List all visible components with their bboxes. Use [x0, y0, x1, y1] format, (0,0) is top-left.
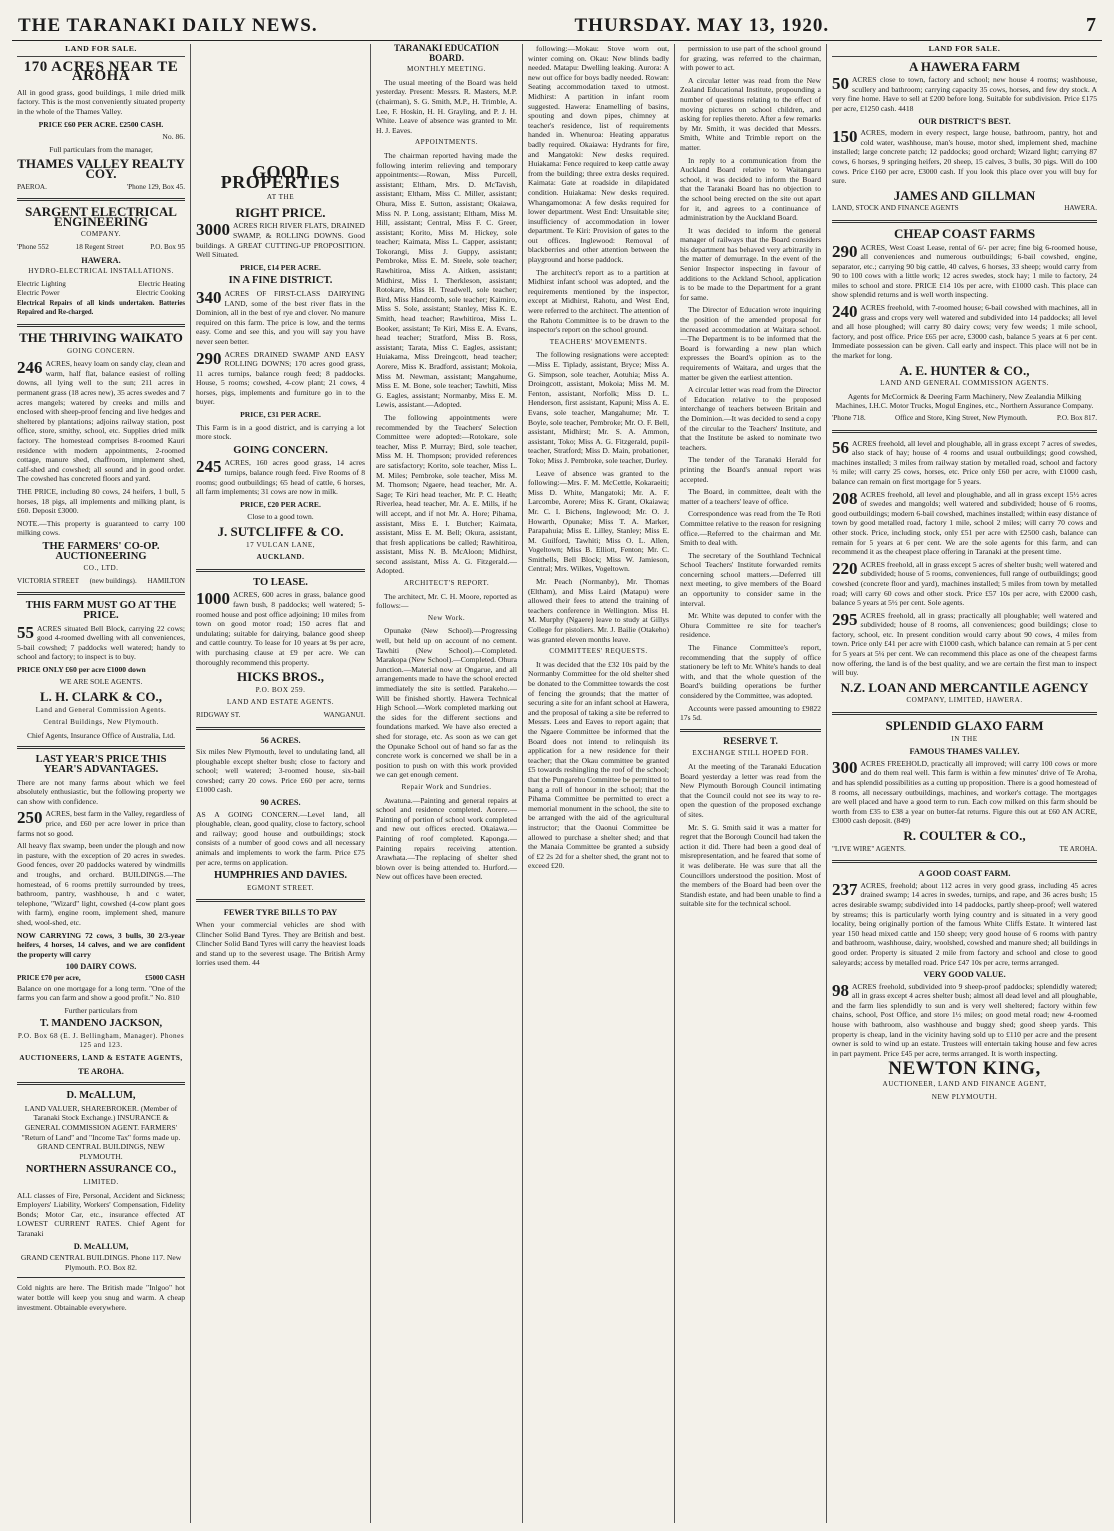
agent-contact [832, 845, 1097, 855]
agent-town: HAWERA. [1064, 204, 1097, 213]
agent-contact [832, 414, 1097, 424]
masthead [12, 14, 1102, 41]
ad-heading: TO LEASE. [253, 576, 308, 588]
article-headline: RESERVE T. [723, 736, 778, 747]
agent-phone: 'Phone 129, Box 45. [126, 182, 185, 191]
article-paragraph: Awatuna.—Painting and general repairs at school and residence completed. Aorere.—Painting of portion of school work completed and new out offices erected. Okaiawa.—Painting of roof completed. Kaponga.—Painting repairs receiving attention. Arawhata.—The replacing of shelter shed blown over is being attended to. Hurford.—New out offices have been erected. [376, 795, 517, 882]
article-paragraph: The secretary of the Southland Technical School Teachers' Institute forwarded remits concerning school matters.—Deferred till next meeting, to give members of the Board an opportunity to consider same in the interval. [680, 550, 821, 608]
ad-cash: £5000 CASH [145, 973, 185, 982]
agent-address: Office and Store, King Street, New Plymouth. [894, 414, 1028, 422]
ad-body: ACRES freehold, with 7-roomed house; 6-bail cowshed with machines, all in grass and crops very well watered and subdivided into 14 paddocks; all level and all hose ploughed; will carry 80 dairy cows; very few weeds; 1 mile school, factory, and post office. Price £65 per acre, £3000 cash, balance 5 years at 6 per cent. Immediate possession can be given. Call early and inspect. This place will not be in the market for long. [832, 303, 1097, 361]
agent-name: L. H. CLARK & CO., [39, 689, 163, 705]
ad-price: PRICE £60 PER ACRE. £2500 CASH. [38, 119, 164, 129]
ad-body: ACRES, freehold; about 112 acres in very good grass, including 45 acres drained swamp; 14 acres in swedes, turnips, and rape, and 36 acres bush; 15 acres desirable swamp; subdivided into 14 paddocks, partly sheep-proof; well watered by streams; this is particularly worth lying country and is situated in a very good locality, being originally portion of the famous White Cliffs Estate. It wintered last year 150 head mixed cattle and 150 sheep; very good house of 6 rooms with pantry and bathroom, washhouse, dairy, woolshed, cowshed and manure shed; all buildings in good order. Property is situated 2 mile from factory and school and close to good saleyards; access by metalled road. Price £47 10s per acre, terms arranged. [832, 880, 1097, 967]
column-4 [522, 44, 674, 1523]
ad-body: ACRES, 600 acres in grass, balance good fawn bush, 8 paddocks; well watered; 5-roomed house and post office adjoining; 10 miles from town on good motor road; 150 acres flat and undulating; suitable for dairying, balance good sheep and cattle country. To lease for 10 years at 9s per acre, with purchasing clause at £9 per acre. We can thoroughly recommend this property. [196, 590, 365, 667]
agent-subtitle: CO., LTD. [83, 564, 119, 573]
agent-phone: 'Phone 718. [832, 414, 866, 422]
ad-footer: Further particulars from [64, 1005, 138, 1015]
ad-price: PRICE ONLY £60 per acre £1000 down [17, 664, 146, 674]
agent-address: P.O. Box 68 (E. J. Bellingham, Manager). Phones 125 and 123. [17, 1031, 185, 1050]
ad-heading: GOING CONCERN. [233, 444, 328, 456]
ad-body: All in good grass, good buildings, 1 mile dried milk factory. This is the most conveniently situated property in the whole of the Thames Valley. [17, 87, 185, 116]
article-paragraph: A circular letter was read from the Director of Education relative to the proposed interchange of teachers between Britain and the Dominion.—It was decided to send a copy of the circular to the Teachers' Institute, and that the Institute be asked to nominate two teachers. [680, 385, 821, 452]
article-paragraph: The architect's report as to a partition at Midhirst infant school was adopted, and the requirements mentioned by the inspector, except at Midhirst, Rahotu, and West End, were referred to the architect. The attention of the Rahotu Committee is to be drawn to the inspector's report on the school ground. [528, 267, 669, 335]
service-item: Electric Power [17, 289, 60, 298]
article-section-head: Repair Work and Sundries. [401, 782, 492, 791]
agent-name: HICKS BROS., [236, 669, 325, 685]
ad-price: PRICE £70 per acre, [17, 973, 81, 982]
article-paragraph: Mr. S. G. Smith said it was a matter for regret that the Borough Council had taken the action it did. There had been a good deal of misrepresentation, and he feared that some of it was deliberate. He was sure that all the Councillors understood the position. Most of the members of the Board had been over the Standish estate, and had been unable to find a suitable site for the technical school. [680, 822, 821, 909]
agent-name: SARGENT ELECTRICAL ENGINEERING [25, 204, 177, 229]
article-section-head: ARCHITECT'S REPORT. [403, 579, 490, 588]
acreage-number: 240 [832, 302, 858, 322]
acreage-number: 50 [832, 74, 849, 94]
agent-footer: GRAND CENTRAL BUILDINGS. Phone 117. New Plymouth. P.O. Box 82. [20, 1253, 182, 1272]
acreage-number: 237 [832, 879, 858, 899]
article-section-head: TEACHERS' MOVEMENTS. [549, 337, 648, 346]
article-paragraph: Mr. Peach (Normanby), Mr. Thomas (Eltham), and Miss Laird (Matapu) were allowed their fees to attend the training of teachers conference in Wellington. Miss H. M. Murphy (Ngaere) leave to study at Gillys College for pistoliers. Mr. J. Bailie (Otakeho) was granted eleven months leave. [528, 577, 669, 644]
article-paragraph: It was decided to inform the general manager of railways that the Board considers his department has behaved very arbitrarily in the matter of demurrage. In the event of the Senior Inspector inspecting in favour of additions to the Ackland School, application is to be made to the Department for a grant for same. [680, 225, 821, 302]
article-paragraph: The Director of Education wrote inquiring the position of the amended proposal for increased accommodation at Waitara school.—The Department is to be informed that the Board is forwarding a new plan which expresses the Board's opinion as to the requirements of Waitara, and urges that the matter be given the earliest attention. [680, 305, 821, 382]
agent-town: TE AROHA. [78, 1066, 124, 1076]
article-paragraph: Correspondence was read from the Te Roti Committee relative to the reason for resigning office.—Referred to the chairman and Mr. Smith to deal with. [680, 509, 821, 548]
article-paragraph: The following appointments were recommended by the Teachers' Selection Committee were adopted:—Rotokare, sole teacher, Miss P. Murray; Bird, sole teacher, Miss M. H. Thompson; provided references are satisfactory; Korito, sole teacher, Miss L. M. Miles; Pembroke, sole teacher, Miss M. M. Thomson; Ngaere, head teacher, Mr. A. Sage; Te Kiri head teacher, Mr. P. C. Heath; Riverlea, head teacher, Mr. A. E. Mills, if he will accept, and if not Mr. A. Hore; Pihama, assistant, Miss E. I. Butcher; Kaimata, assistant, Miss E. M. Bell; Okura, assistant, that fresh applications be called; Rawhitiroa, assistant, Miss N. B. McAloon; Midhirst, second assistant, Miss A. G. Fitzgerald.—Adopted. [376, 412, 517, 576]
article-paragraph: The following resignations were accepted:—Miss E. Tiplady, assistant, Bryce; Miss A. G. Simpson, sole teacher, Aotuhia; Miss A. Droingcott, assistant, Mokoia; Miss M. M. Fenton, assistant, Norfolk; Miss D. L. Henderson, first assistant, Kapuni; Miss A. E. Evans, sole teacher, Mangahume; Mr. T. Boyle, sole teacher, Pembroke; Mr. O. F. Bell, assistant, Midhirst; Mr. S. A. Ammon, assistant, Toko; Miss A. G. Fitzgerald, pupil-teacher, Stratford; Miss D. Main, probationer, Toko; Miss J. Pembroke, sole teacher, Durley. [528, 350, 669, 465]
agent-address: 18 Regent Street [75, 242, 124, 251]
agent-address: Central Buildings, New Plymouth. [43, 718, 159, 727]
article-subhead: EXCHANGE STILL HOPED FOR. [692, 749, 809, 758]
ad-body: ACRES freehold, subdivided into 9 sheep-proof paddocks; splendidly watered; all in grass except 4 acres shelter bush; almost all dead level and all ploughable, and the farm lies splendidly to sun and is very well sheltered; factory within few chains, school, Post Office, and store 1½ miles; on good metal road; new 4-roomed house with bathroom, also washhouse and buggy shed; good sheep yards. This property is cheap, land in the vicinity having sold up to £110 per acre and the present owner is sold to wind up an estate. Trustees will entertain taking house and few acres in part payment. Price £45 per acre, terms arranged. It is worth inspecting. [832, 981, 1097, 1058]
service-item: Electric Lighting [17, 279, 66, 288]
ad-ref-number: 4418 [898, 103, 914, 113]
acreage-number: 1000 [196, 589, 230, 609]
ad-body: ACRES situated Bell Block, carrying 22 cows; good 4-roomed dwelling with all conveniences, 5-bail cowshed; 7 paddocks well watered; handy to school and factory; to inspect is to buy. [17, 623, 185, 662]
ad-price: PRICE, £14 PER ACRE. [240, 262, 321, 272]
article-subhead: MONTHLY MEETING. [407, 65, 486, 74]
ad-heading: VERY GOOD VALUE. [923, 970, 1006, 980]
agent-town: WANGANUI. [323, 710, 365, 719]
column-5 [674, 44, 826, 1523]
ad-subheading: FAMOUS THAMES VALLEY. [909, 747, 1020, 757]
agent-address: RIDGWAY ST. [196, 710, 241, 719]
agent-name: NORTHERN ASSURANCE CO., [25, 1164, 177, 1176]
ad-heading: THE THRIVING WAIKATO [19, 330, 183, 346]
ad-body: ACRES close to town, factory and school; new house 4 rooms; washhouse, scullery and bathroom; carrying capacity 35 cows, horses, and few dry stock. A very fine home. Have to sell at £200 before long. Suitable for subdivision. Price £175 per acre, £1250 cash. [832, 75, 1097, 113]
agent-box: P.O. Box 817. [1056, 414, 1097, 422]
ad-body: ACRES DRAINED SWAMP AND EASY ROLLING DOWNS; 170 acres good grass, 11 acres turnips, balance rough feed; 8 paddocks. House, 5 rooms; cowshed, 4-cow plant; 21 cows, 4 horses, pigs, implements and furniture go in to the buyer. [196, 349, 365, 407]
ad-intro: There are not many farms about which we feel absolutely enthusiastic, but the following property we can show with confidence. [17, 777, 185, 806]
ad-subheading: IN THE [951, 734, 978, 743]
page-number: 7 [1085, 14, 1096, 36]
ad-heading: GOOD PROPERTIES [220, 162, 341, 192]
article-paragraph: following:—Mokau: Stove worn out, winter coming on. Okau: New blinds badly needed. Matapu: Dwelling leaking. Aurora: A new out office for boys badly needed. Rowan: Seating accommodation taxed to utmost. Midhirst: A partition in infant room suggested. Hawera: Enamelling of basins, spouting and down pipes, chimney at teacher's residence, list of requirements handed in. Whenuroa: Heating apparatus badly required. Okaiawa: Hydrants for fire, and Mangatoki: New desks required. Huiakama: Fence required to keep cattle away from the building; three extra desks required. Kaimata: Gate at roadside in dilapidated condition. Huiakama: New desks required. Whangamomona: A few desks required for lower department. West End: Unsuitable site; insufficiency of accommodation in lower department. Te Kiri: Provision of gates to the out offices. Inglewood: Removal of blackberries and other attention between the playground and horse paddock. [528, 44, 669, 265]
ad-body: ACRES freehold, all level and ploughable, all in grass except 7 acres of swedes, also stack of hay; house of 4 rooms and usual outbuildings; good cowshed, machines installed; 3 miles from railway station by metalled road, school and factory ½ mile; will carry 25 cows, horses, etc. Price only £60 per acre, with £1000 cash, balance can remain on first mortgage for 5 years. [832, 438, 1097, 486]
ad-heading: 170 ACRES NEAR TE AROHA [23, 58, 179, 85]
agent-subtitle: COMPANY, LIMITED, HAWERA. [906, 696, 1023, 705]
agent-body: ALL classes of Fire, Personal, Accident and Sickness; Employers' Liability, Workers' Compensation, Fidelity Bonds; Motor Car, etc., insurance effected AT LOWEST CURRENT RATES. Chief Agent for Taranaki [17, 1190, 185, 1238]
ad-price-row [17, 974, 185, 984]
ad-price: THE PRICE, including 80 cows, 24 heifers, 1 bull, 5 horses, 18 pigs, all implements and milking plant, is £60. Deposit £3000. [17, 486, 185, 516]
agent-town: PAEROA. [17, 182, 47, 191]
acreage-number: 245 [196, 457, 222, 477]
column-2 [190, 44, 370, 1523]
agent-name: D. McALLUM, [66, 1090, 136, 1102]
ad-body: AS A GOING CONCERN.—Level land, all ploughable, clean, good quality, close to factory, school and railway; good house and outbuildings; stock consists of a number of good cows and all necessary animals and implements to work the farm. Price £75 per acre, terms on application. [196, 809, 365, 867]
agent-subtitle: Land and General Commission Agents. [35, 705, 167, 714]
agent-contact [17, 577, 185, 587]
article-paragraph: The Finance Committee's report, recommending that the supply of office stationery be left to Mr. White's hands to deal with, and that the whole question of the Board's building operations be further considered by the Committee, was adopted. [680, 643, 821, 700]
masthead-title: THE TARANAKI DAILY NEWS. [18, 15, 318, 36]
services-row [17, 289, 185, 299]
acreage-number: 208 [832, 488, 858, 508]
agent-town: NEW PLYMOUTH. [931, 1092, 998, 1101]
ad-body: All heavy flax swamp, been under the plough and now in pasture, with the exception of 20 acres in swedes. Good fences, over 20 paddocks watered by windmills and troughs, and orchard. BUILDINGS.—The homestead, of 6 rooms prettily surrounded by trees, bathroom, pantry, washhouse, h and c water, telephone, "Wizard" light, cowshed (4-cow plant goes with farm), engine room, implement shed, manure shed, wool-shed, etc. [17, 841, 185, 927]
article-section-head: New Work. [427, 613, 466, 622]
acreage-number: 290 [196, 348, 222, 368]
ad-body: ACRES RICH RIVER FLATS, DRAINED SWAMP, & ROLLING DOWNS. Good buildings. A GREAT CUTTING-UP PROPOSITION. Well Situated. [196, 221, 365, 260]
article-paragraph: Mr. White was deputed to confer with the Ohura Committee re site for teacher's residence. [680, 611, 821, 640]
agent-address: 17 VULCAN LANE, [245, 540, 316, 549]
agent-subtitle: COMPANY. [80, 230, 122, 239]
acreage-number: 246 [17, 358, 43, 378]
ad-carrying: NOW CARRYING 72 cows, 3 bulls, 30 2/3-year heifers, 4 horses, 14 calves, and we are confident the property will carry [17, 930, 185, 959]
acreage-number: 3000 [196, 220, 230, 240]
ad-subheading: GOING CONCERN. [66, 346, 136, 355]
ad-heading: 56 ACRES. [260, 735, 301, 745]
article-paragraph: permission to use part of the school ground for grazing, was referred to the chairman, with power to act. [680, 44, 821, 73]
acreage-number: 300 [832, 757, 858, 777]
ad-heading: LAST YEAR'S PRICE THIS YEAR'S ADVANTAGES. [35, 754, 167, 776]
acreage-number: 295 [832, 609, 858, 629]
agent-town: TE AROHA. [1059, 844, 1097, 853]
agent-name: NEWTON KING, [888, 1058, 1041, 1080]
services-footer: Electrical Repairs of all kinds undertaken. Batteries Repaired and Re-charged. [17, 299, 185, 317]
agent-contact [196, 711, 365, 721]
article-paragraph: A circular letter was read from the New Zealand Educational Institute, propounding a number of questions relating to the effect of moving pictures on school children, and asking for replies thereto. After a few remarks by Mr. Smith, it was decided that Messrs. Smith, White and Trimble report on the matter. [680, 75, 821, 152]
agent-box: P.O. BOX 259. [255, 685, 306, 694]
ad-body: ACRES, best farm in the Valley, regardless of price, and £60 per acre lower in price than farms not so good. [17, 809, 185, 838]
agent-name: R. COULTER & CO., [903, 827, 1026, 843]
column-3 [370, 44, 522, 1523]
ad-heading: CHEAP COAST FARMS [893, 225, 1036, 241]
ad-note: NOTE.—This property is guaranteed to carry 100 milking cows. [17, 518, 185, 538]
agent-name: D. McALLUM, [73, 1241, 129, 1251]
ad-subheading: AT THE [266, 193, 295, 202]
ad-footer: Full particulars from the manager, [49, 144, 153, 154]
acreage-number: 220 [832, 558, 858, 578]
ad-ref-number: No. 86. [162, 132, 185, 142]
acreage-number: 150 [832, 127, 858, 147]
article-paragraph: The architect, Mr. C. H. Moore, reported as follows:— [376, 591, 517, 611]
services-heading: HYDRO-ELECTRICAL INSTALLATIONS. [28, 267, 174, 276]
ad-heading: IN A FINE DISTRICT. [228, 275, 333, 287]
agent-subtitle: "LIVE WIRE" AGENTS. [832, 844, 906, 853]
agent-name: THAMES VALLEY REALTY COY. [17, 156, 185, 181]
acreage-number: 55 [17, 622, 34, 642]
ad-highlight: 100 DAIRY COWS. [65, 962, 137, 972]
section-heading: LAND FOR SALE. [832, 44, 1097, 57]
ad-body: ACRES freehold, all in grass except 5 acres of shelter bush; well watered and subdivided; house of 5 rooms, conveniences, full range of outbuildings; good cowshed (concrete floor and yard), machines installed; 5 miles from town by metalled road; will carry 60 cows and other stock. Price £57 10s per acre, with £2000 cash, balance 5 years at 5½ per cent. Sole agents. [832, 559, 1097, 608]
ad-heading: OUR DISTRICT'S BEST. [918, 116, 1011, 126]
service-item: Electric Cooking [136, 289, 185, 298]
agent-address-note: (new buildings). [89, 576, 137, 585]
ad-note: This Farm is in a good district, and is carrying a lot more stock. [196, 422, 365, 442]
agent-address: VICTORIA STREET [17, 576, 79, 585]
article-paragraph: Accounts were passed amounting to £9822 17s 5d. [680, 703, 821, 723]
article-section-head: COMMITTEES' REQUESTS. [549, 647, 648, 656]
acreage-number: 340 [196, 287, 222, 307]
agent-name: N.Z. LOAN AND MERCANTILE AGENCY [840, 679, 1089, 695]
agent-name: A. E. HUNTER & CO., [899, 362, 1030, 378]
ad-heading: SPLENDID GLAXO FARM [885, 718, 1044, 734]
article-paragraph: The usual meeting of the Board was held yesterday. Present: Messrs. R. Masters, M.P. (chairman), S. G. Smith, M.P., H. Trimble, A. Lee, F. Hoskin, H. H. Grayling, and P. J. H. White. Leave of absence was granted to Mr. H. J. Eaves. [376, 77, 517, 135]
ad-price: PRICE, £20 PER ACRE. [240, 499, 321, 509]
article-paragraph: In reply to a communication from the Auckland Board relative to Waitangaru school, it was decided to inform the Board that the Taranaki Board has no objection to the school being erected on the site out apart for it, and agrees to a continuance of administration by the Auckland Board. [680, 155, 821, 223]
section-heading: LAND FOR SALE. [17, 44, 185, 57]
agent-name: THE FARMERS' CO-OP. AUCTIONEERING [42, 540, 160, 562]
ad-body: When your commercial vehicles are shod with Clincher Solid Band Tyres. They are British and best. Clincher Solid Band Tyres will carry the heaviest loads and stand up to the severest usage. The British Army lorries used them. 44 [196, 920, 365, 968]
ad-body: Cold nights are here. The British made "Inlgoo" hot water bottle will keep you snug and warm. A cheap investment. Obtainable everywhere. [17, 1283, 185, 1312]
article-paragraph: It was decided that the £32 10s paid by the Normanby Committee for the old shelter shed be donated to the Committee towards the cost of fencing the grounds; that the matter of securing a site for an infant school at Hawera, and the proposal of taking a site be referred to Messrs. Lees and Eaves to report again; that the Ngaere Committee be informed that the Board does not intend to relinquish its application for a new residence for their teacher; that the Okau committee be granted £5 towards reshingling the roof of the school; that the Pungarehu Committee be permitted to hang a roll of honour in the school; that the Pihama Committee be permitted to erect a memorial monument in the school, the site to be arranged with the aid of the agricultural instructor; that the Oaonui Committee be allowed to purchase a shelter shed; and that the Manaia Committee be granted a subsidy of £2 2s 2d for a shelter shed, the grant not to exceed £20. [528, 659, 669, 871]
masthead-date: THURSDAY. MAY 13, 1920. [574, 15, 830, 36]
ad-subheading: RIGHT PRICE. [235, 204, 326, 220]
ad-body: ACRES, 160 acres good grass, 14 acres turnips, balance rough feed. Five Rooms of 8 rooms; good outbuildings; 65 head of cattle, 6 horses, all farm implements; 31 cows are now in milk. [196, 458, 365, 497]
agent-box: P.O. Box 95 [150, 242, 185, 251]
agent-body: Agents for McCormick & Deering Farm Machinery, New Zealandia Milking Machines, I.H.C. Motor Trucks, Mogul Engines, etc., Northern Assurance Company. [835, 391, 1094, 411]
ad-heading: FEWER TYRE BILLS TO PAY [223, 908, 338, 918]
ad-body: ACRES, modern in every respect, large house, bathroom, pantry, hot and cold water, washhouse, man's house, motor shed, implement shed, machine installed; large concrete patch; 12 paddocks; good orchard; Wizard light; carrying 87 cows, 6 horses, 9 springing heifers, 20 sheep, 15 calves, 3 bulls, 30 pigs. Will do 100 cows. Price £160 per acre, £3000 cash. If you look this place over you will buy for sure. [832, 128, 1097, 186]
ad-body: Six miles New Plymouth, level to undulating land, all ploughable except shelter bush; close to factory and school; well watered; 3-roomed house, six-bail cowshed; carry 20 cows. Price £60 per acre, terms £1000 cash. [196, 747, 365, 795]
ad-body: ACRES FREEHOLD, practically all improved; will carry 100 cows or more and do them real well. This farm is within a few minutes' drive of Te Aroha, and has splendid possibilities as a cutting up proposition. There is a good homestead of 8 rooms, all necessary outbuildings, machines, and worker's cottage. The mortgages are well placed and have a good term to run. Each cow milked on this farm should be worth from £35 to £38 a year on butter-fat returns. Figure this out at £60 AN ACRE, £3000 cash deposit. [832, 758, 1097, 826]
ad-body: ACRES, heavy loam on sandy clay, clean and warm, half flat, balance easiest of rolling downs, all lying well to the sun; 211 acres in permanent grass (18 acres new), 35 acres swedes and 7 acres mangels; watered by creeks and mills and enclosed with sheep-proof fencing and live hedges and sheltered by plantations; adjoins railway station, post office, store, smithy, school, etc. Supplies dried milk factory. The homestead comprises 8-roomed Kauri residence with modern appointments, 2-roomed cottage, manure shed, chaffroom, implement shed, calf-shed and cowshed; all sound and in good order. The cowshed has concreted floors and yard. [17, 359, 185, 484]
ad-heading: 90 ACRES. [260, 798, 301, 808]
services-row [17, 280, 185, 290]
article-paragraph: The tender of the Taranaki Herald for printing the Board's annual report was accepted. [680, 455, 821, 484]
ad-body: ACRES freehold, all level and ploughable, and all in grass except 15½ acres of swedes and mangolds; well watered and subdivided; house of 6 rooms, good outbuildings; modern 6-bail cowshed, machines installed; within easy distance of town by good metalled road, factory 1 mile, school 2 miles; will carry 70 cows and other stock. Price, including stock, only £51 per acre with £2500 cash, balance can remain for 5 years at 6 per cent. We are the sole agents for this farm, and can recommend it as the cheapest place offering in Taranaki at the present time. [832, 489, 1097, 557]
agent-subtitle: LAND AND ESTATE AGENTS. [226, 698, 335, 707]
agent-town: HAMILTON [147, 576, 185, 585]
agent-address: EGMONT STREET. [246, 883, 315, 892]
ad-price: PRICE, £31 PER ACRE. [240, 410, 321, 420]
ad-heading: THIS FARM MUST GO AT THE PRICE. [25, 600, 177, 621]
agent-phone: 'Phone 552 [17, 242, 49, 251]
acreage-number: 56 [832, 437, 849, 457]
article-paragraph: Leave of absence was granted to the following:—Mrs. F. M. McCettle, Kokaraeiti; Miss D. White, Mangatoki; Mr. A. F. Larcombe, Aorere; Miss K. Grant, Okaiawa; Mr. C. I. Bichens, Inglewood; Mr. O. J. Howarth, Opunake; Miss T. A. Marker, Parapahuia; Miss E. Lilley, Stanley; Miss E. M. Guilford, Tawhiti; Miss O. L. Allen, Vogeltown; Miss B. Elliott, Fenton; Mr. C. Smithells, Bell Block; Miss W. Jamieson, Central; Mrs. Wilkes, Vogeltown. [528, 468, 669, 574]
agent-name: T. MANDENO JACKSON, [39, 1018, 163, 1030]
acreage-number: 250 [17, 808, 43, 828]
agent-name: HUMPHRIES AND DAVIES. [213, 870, 348, 882]
article-paragraph: At the meeting of the Taranaki Education Board yesterday a letter was read from the New Plymouth Borough Council intimating that the Council could not see its way to re-open the question of the proposed exchange of sites. [680, 761, 821, 819]
acreage-number: 98 [832, 980, 849, 1000]
article-section-head: APPOINTMENTS. [414, 138, 478, 147]
agent-contact [17, 243, 185, 253]
agent-subtitle: AUCTIONEER, LAND AND FINANCE AGENT, [882, 1080, 1047, 1089]
ad-heading: A GOOD COAST FARM. [918, 869, 1011, 879]
service-item: Electric Heating [138, 279, 185, 288]
agent-town: AUCKLAND. [256, 553, 305, 562]
article-paragraph: The chairman reported having made the following interim relieving and temporary appointments:—Rowan, Miss Purcell, assistant; Eltham, Mrs. D. McTavish, assistant; Eltham, Miss C. Miller, assistant; Ohura, Miss E. Sutton, assistant; Okaiawa, Miss N. P. Long, assistant; Eltham, Miss M. Hill, assistant; Central, Miss F. C. Greer, assistant; Korito, Miss M. Hickey, sole teacher; Kaimata, Miss L. Capper, assistant; Tokorangi, Miss J. Guppy, assistant; Pembroke, Miss E. M. Steele, sole teacher; Rawhitiroa, Miss A. Aitken, assistant; Midhirst, Miss I. Therkleson, assistant; Rotokare, Miss H. Treadwell, sole teacher; Bird, Miss Handcomb, sole teacher; Kaimiro, Miss S. Sole, assistant; Stanley, Miss K. E. Smith, head teacher; Rawhitiroa, Miss L. Booker, assistant; Te Kiri, Miss E. A. Evans, head teacher; Stratford, Miss B. Ross, assistant; Tarata, Miss C. Eagles, assistant; Huiakama, Miss Dreingcott, head teacher; Aorere, Miss K. Bradford, assistant; Mokoia, Miss M. Newman, assistant; Mangahume, Miss E. M. Bone, sole teacher; Tawhiti, Miss G. Eagles, assistant; Normanby, Miss E. M. Lewis, assistant.—Adopted. [376, 150, 517, 410]
agent-subtitle: LAND, STOCK AND FINANCE AGENTS [832, 204, 959, 213]
ad-balance: Balance on one mortgage for a long term. "One of the farms you can farm and show a good profit." No. 810 [17, 983, 185, 1003]
acreage-number: 290 [832, 241, 858, 261]
agent-subtitle: LAND AND GENERAL COMMISSION AGENTS. [880, 379, 1049, 388]
ad-note: Close to a good town. [247, 512, 314, 522]
agent-body: LAND VALUER, SHAREBROKER. (Member of Taranaki Stock Exchange.) INSURANCE & GENERAL COMMISSION AGENT. FARMERS' "Return of Land" and "Income Tax" forms made up. GRAND CENTRAL BUILDINGS, NEW PLYMOUTH. [21, 1103, 181, 1161]
agent-subtitle: AUCTIONEERS, LAND & ESTATE AGENTS, [19, 1054, 183, 1063]
article-headline: TARANAKI EDUCATION BOARD. [394, 44, 499, 63]
column-1 [12, 44, 190, 1523]
column-6 [826, 44, 1102, 1523]
columns [12, 44, 1102, 1523]
agent-contact [17, 183, 185, 193]
ad-heading: A HAWERA FARM [909, 58, 1020, 74]
agent-subtitle: LIMITED. [83, 1178, 119, 1186]
ad-ref-number: (849) [894, 816, 911, 826]
ad-body: ACRES, West Coast Lease, rental of 6/- per acre; fine big 6-roomed house, all conveniences and numerous outbuildings; 6-bail cowshed, engine, separator, etc.; carrying 90 big cattle, 40 calves, 6 horses, 33 sheep; would carry from 90 to 100 cows with a little work; 12 acres swedes, stock hay; 1 mile to factory, 24 miles to school and store. PRICE £14 10s per acre, with £1000 cash. This place can show splendid returns and is well worth inspecting. [832, 242, 1097, 300]
article-paragraph: The Board, in committee, dealt with the matter of a teachers' leave of office. [680, 487, 821, 506]
agent-footer: Chief Agents, Insurance Office of Australia, Ltd. [26, 730, 176, 740]
agent-contact [832, 204, 1097, 214]
article-paragraph: Opunake (New School).—Progressing well, but held up on account of no cement. Tawhiti (New School).—Completed. Marakopa (New School).—Completed. Ohura Junction.—Material now at Ongarue, and all arrangements made to have the school erected immediately the site is settled. Parakeho.—Will be finished shortly. Hawera Technical High School.—Work completed marking out the sides for the different sections and foundations marked. We have also erected a shed for storage, etc. As soon as we can get the Opunake School out of hand so far as the concrete work is concerned we shall be in a position to push on with this work provided we can get enough cement. [376, 626, 517, 780]
agent-name: J. SUTCLIFFE & CO. [217, 524, 344, 539]
ad-note: WE ARE SOLE AGENTS. [59, 677, 143, 687]
agent-name: JAMES AND GILLMAN [893, 187, 1036, 203]
ad-body: ACRES freehold, all in grass; practically all ploughable; well watered and subdivided; house of 8 rooms, all conveniences; good buildings; close to factory, school, etc. In present condition would carry about 90 cows, 4 miles from town. Price only £41 per acre with £1000 cash, which balance can remain at 5 per cent for 5 years at 5¼ per cent. We can recommend this place as one of the cheapest farms now offering, the land is of the best quality, and we are certain the first man to inspect will buy. [832, 610, 1097, 678]
agent-town: HAWERA. [81, 255, 121, 265]
ad-body: ACRES OF FIRST-CLASS DAIRYING LAND, some of the best river flats in the Dominion, all in the best of rye and clover. No manure required on this farm. The price is low, and the terms easy. Come and see this, and you will say you have never seen better. [196, 288, 365, 346]
